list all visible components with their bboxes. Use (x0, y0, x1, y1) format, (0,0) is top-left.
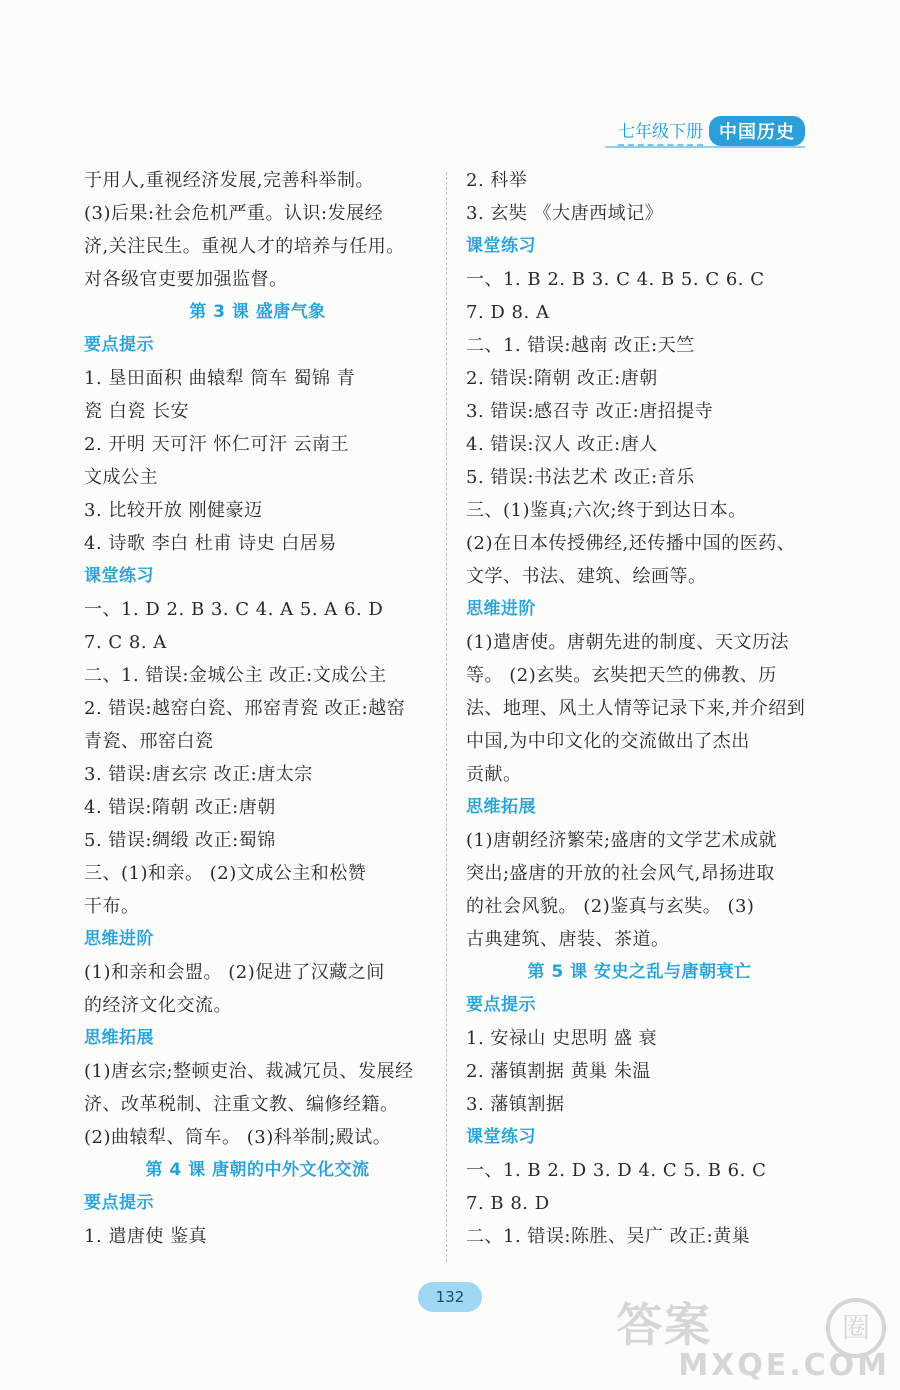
text-line: 2. 错误:越窑白瓷、邢窑青瓷 改正:越窑 (84, 698, 406, 719)
text-line: 贡献。 (466, 764, 522, 785)
text-line: 一、1. B 2. D 3. D 4. C 5. B 6. C (466, 1160, 767, 1181)
text-line: 2. 藩镇割据 黄巢 朱温 (466, 1061, 651, 1082)
grade-label: 七年级下册 (618, 117, 703, 146)
text-line: 二、1. 错误:陈胜、吴广 改正:黄巢 (466, 1226, 751, 1247)
right-column (466, 164, 813, 1253)
text-line: 一、1. D 2. B 3. C 4. A 5. A 6. D (84, 599, 384, 620)
text-line: 7. C 8. A (84, 632, 167, 653)
watermark-seal: 圈 (826, 1298, 886, 1358)
text-line: 三、(1)鉴真;六次;终于到达日本。 (466, 500, 747, 521)
text-line: (1)唐玄宗;整顿吏治、裁减冗员、发展经 (84, 1061, 414, 1082)
section-heading: 课堂练习 (466, 1127, 536, 1147)
text-line: 2. 错误:隋朝 改正:唐朝 (466, 368, 658, 389)
watermark-site: MXQE.COM (678, 1348, 890, 1383)
text-line: (3)后果:社会危机严重。认识:发展经 (84, 203, 384, 224)
text-line: 3. 藩镇割据 (466, 1094, 565, 1115)
text-line: 文成公主 (84, 467, 158, 488)
text-line: 7. D 8. A (466, 302, 550, 323)
text-line: 4. 诗歌 李白 杜甫 诗史 白居易 (84, 533, 337, 554)
text-line: 中国,为中印文化的交流做出了杰出 (466, 731, 750, 752)
text-line: 的经济文化交流。 (84, 995, 232, 1016)
text-line: (1)和亲和会盟。 (2)促进了汉藏之间 (84, 962, 385, 983)
text-line: 2. 科举 (466, 170, 528, 191)
text-line: 古典建筑、唐装、茶道。 (466, 929, 670, 950)
text-line: 2. 开明 天可汗 怀仁可汗 云南王 (84, 434, 350, 455)
text-line: 济,关注民生。重视人才的培养与任用。 (84, 236, 405, 257)
section-heading: 思维进阶 (84, 929, 154, 949)
left-column (84, 164, 431, 1253)
page-header (618, 116, 805, 146)
section-heading: 课堂练习 (466, 236, 536, 256)
text-line: 干布。 (84, 896, 140, 917)
text-line: 瓷 白瓷 长安 (84, 401, 189, 422)
column-divider (446, 172, 447, 1262)
section-heading: 思维拓展 (466, 797, 536, 817)
text-line: 4. 错误:汉人 改正:唐人 (466, 434, 658, 455)
text-line: 一、1. B 2. B 3. C 4. B 5. C 6. C (466, 269, 765, 290)
subject-badge: 中国历史 (709, 116, 805, 146)
text-line: 对各级官吏要加强监督。 (84, 269, 288, 290)
text-line: 文学、书法、建筑、绘画等。 (466, 566, 707, 587)
text-line: 青瓷、邢窑白瓷 (84, 731, 214, 752)
header-rule (605, 146, 805, 148)
text-line: 二、1. 错误:金城公主 改正:文成公主 (84, 665, 387, 686)
text-line: 法、地理、风土人情等记录下来,并介绍到 (466, 698, 806, 719)
watermark-logo (616, 1300, 890, 1382)
lesson-title: 第 3 课 盛唐气象 (189, 302, 326, 322)
section-heading: 思维进阶 (466, 599, 536, 619)
section-heading: 要点提示 (466, 995, 536, 1015)
text-line: 3. 错误:唐玄宗 改正:唐太宗 (84, 764, 313, 785)
section-heading: 思维拓展 (84, 1028, 154, 1048)
text-line: 1. 安禄山 史思明 盛 衰 (466, 1028, 658, 1049)
section-heading: 要点提示 (84, 335, 154, 355)
text-line: 7. B 8. D (466, 1193, 550, 1214)
text-line: 于用人,重视经济发展,完善科举制。 (84, 170, 374, 191)
lesson-title: 第 4 课 唐朝的中外文化交流 (145, 1160, 370, 1180)
text-line: 5. 错误:绸缎 改正:蜀锦 (84, 830, 276, 851)
text-line: 3. 比较开放 刚健豪迈 (84, 500, 263, 521)
text-line: 4. 错误:隋朝 改正:唐朝 (84, 797, 276, 818)
text-line: 3. 玄奘 《大唐西域记》 (466, 203, 664, 224)
text-line: 等。 (2)玄奘。玄奘把天竺的佛教、历 (466, 665, 777, 686)
text-line: 1. 垦田面积 曲辕犁 筒车 蜀锦 青 (84, 368, 356, 389)
watermark-text: 答案 (616, 1298, 713, 1352)
text-line: 突出;盛唐的开放的社会风气,昂扬进取 (466, 863, 775, 884)
text-line: 1. 遣唐使 鉴真 (84, 1226, 208, 1247)
lesson-title: 第 5 课 安史之乱与唐朝衰亡 (527, 962, 752, 982)
text-line: (1)遣唐使。唐朝先进的制度、天文历法 (466, 632, 789, 653)
text-line: 5. 错误:书法艺术 改正:音乐 (466, 467, 695, 488)
text-line: 三、(1)和亲。 (2)文成公主和松赞 (84, 863, 367, 884)
text-line: 的社会风貌。 (2)鉴真与玄奘。 (3) (466, 896, 755, 917)
text-line: (2)曲辕犁、筒车。 (3)科举制;殿试。 (84, 1127, 392, 1148)
page-number: 132 (418, 1282, 482, 1312)
text-line: 济、改革税制、注重文教、编修经籍。 (84, 1094, 399, 1115)
text-line: (2)在日本传授佛经,还传播中国的医药、 (466, 533, 796, 554)
section-heading: 课堂练习 (84, 566, 154, 586)
text-line: (1)唐朝经济繁荣;盛唐的文学艺术成就 (466, 830, 778, 851)
text-line: 3. 错误:感召寺 改正:唐招提寺 (466, 401, 714, 422)
text-line: 二、1. 错误:越南 改正:天竺 (466, 335, 695, 356)
section-heading: 要点提示 (84, 1193, 154, 1213)
